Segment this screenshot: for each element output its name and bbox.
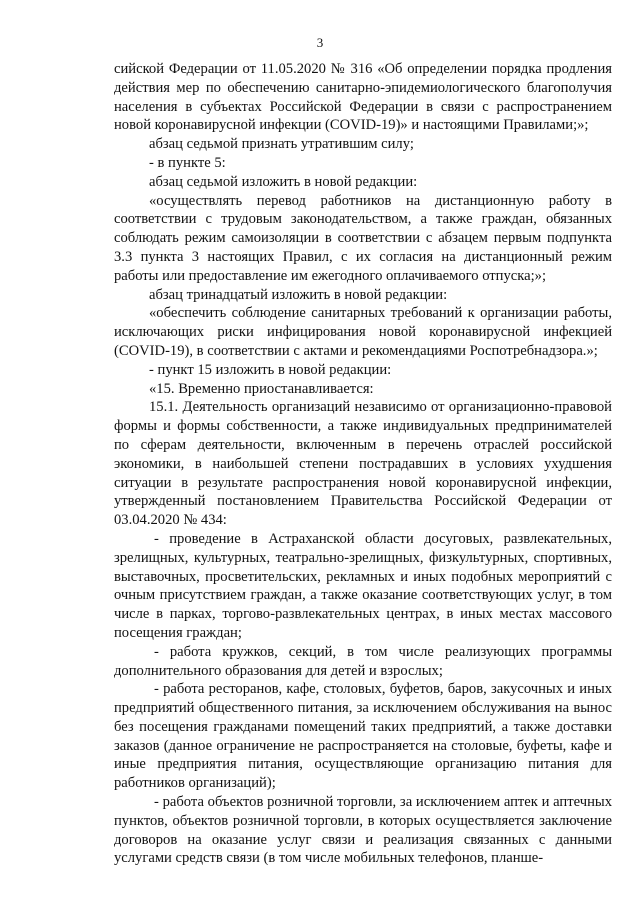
paragraph-remote-work-clause: «осуществлять перевод работников на дистанционную работу в соответствии с трудовым законодательством, а также граждан, обязанных соблюдать режим самоизоляции в соответствии с абзацем первым подпункта 3.3 пункта 3 настоящих Правил, с их согласия на дистанционный режим работы или предоставление им ежегодного оплачиваемого отпуска;»; <box>114 192 612 284</box>
paragraph-item-fifteen-new-edition: - пункт 15 изложить в новой редакции: <box>149 361 392 378</box>
paragraph-paragraph-seven-new-edition: абзац седьмой изложить в новой редакции: <box>149 173 418 190</box>
paragraph-sanitary-requirements-clause: «обеспечить соблюдение санитарных требований к организации работы, исключающих риски инфицирования новой коронавирусной инфекцией (COVID-19), в соответствии с актами и рекомендациями Роспотребнадзора.»; <box>114 305 612 359</box>
paragraph-events-clause: - проведение в Астраханской области досуговых, развлекательных, зрелищных, культурных, театрально-зрелищных, физкультурных, спортивных, выставочных, просветительских, рекламных и иных подобных мероприятий с очным присутствием граждан, а также оказание соответствующих услуг, в том числе в парках, торгово-развлекательных центрах, в иных местах массового посещения граждан; <box>114 530 612 641</box>
page-number: 3 <box>316 35 324 50</box>
paragraph-invalidate-paragraph-seven: абзац седьмой признать утратившим силу; <box>149 136 414 153</box>
paragraph-clubs-clause: - работа кружков, секций, в том числе реализующих программы дополнительного образования для детей и взрослых; <box>114 643 612 679</box>
paragraph-item-five-header: - в пункте 5: <box>149 154 226 171</box>
paragraph-retail-clause: - работа объектов розничной торговли, за исключением аптек и аптечных пунктов, объектов розничной торговли, в которых осуществляется заключение договоров на оказание услуг связи и реализация связанных с данными услугами средств связи (в том числе мобильных телефонов, планше- <box>114 794 612 867</box>
paragraph-paragraph-thirteen-new-edition: абзац тринадцатый изложить в новой редакции: <box>149 286 448 303</box>
paragraph-continued-resolution-reference: сийской Федерации от 11.05.2020 № 316 «Об определении порядка продления действия мер по обеспечению санитарно-эпидемиологического благополучия населения в субъектах Российской Федерации в связи с распространением новой коронавирусной инфекции (COVID-19)» и настоящими Правилами;»; <box>114 61 612 134</box>
document-body <box>114 60 612 868</box>
paragraph-item-fifteen-title: «15. Временно приостанавливается: <box>149 380 374 397</box>
paragraph-subitem-15-1: 15.1. Деятельность организаций независимо от организационно-правовой формы и формы собственности, а также индивидуальных предпринимателей по сферам деятельности, включенным в перечень отраслей российской экономики, в наибольшей степени пострадавших в условиях ухудшения ситуации в результате распространения новой коронавирусной инфекции, утвержденный постановлением Правительства Российской Федерации от 03.04.2020 № 434: <box>114 399 612 529</box>
paragraph-catering-clause: - работа ресторанов, кафе, столовых, буфетов, баров, закусочных и иных предприятий общественного питания, за исключением обслуживания на вынос без посещения гражданами помещений таких предприятий, а также доставки заказов (данное ограничение не распространяется на столовые, буфеты, кафе и иные предприятия питания, осуществляющие организацию питания для работников организаций); <box>114 681 612 792</box>
